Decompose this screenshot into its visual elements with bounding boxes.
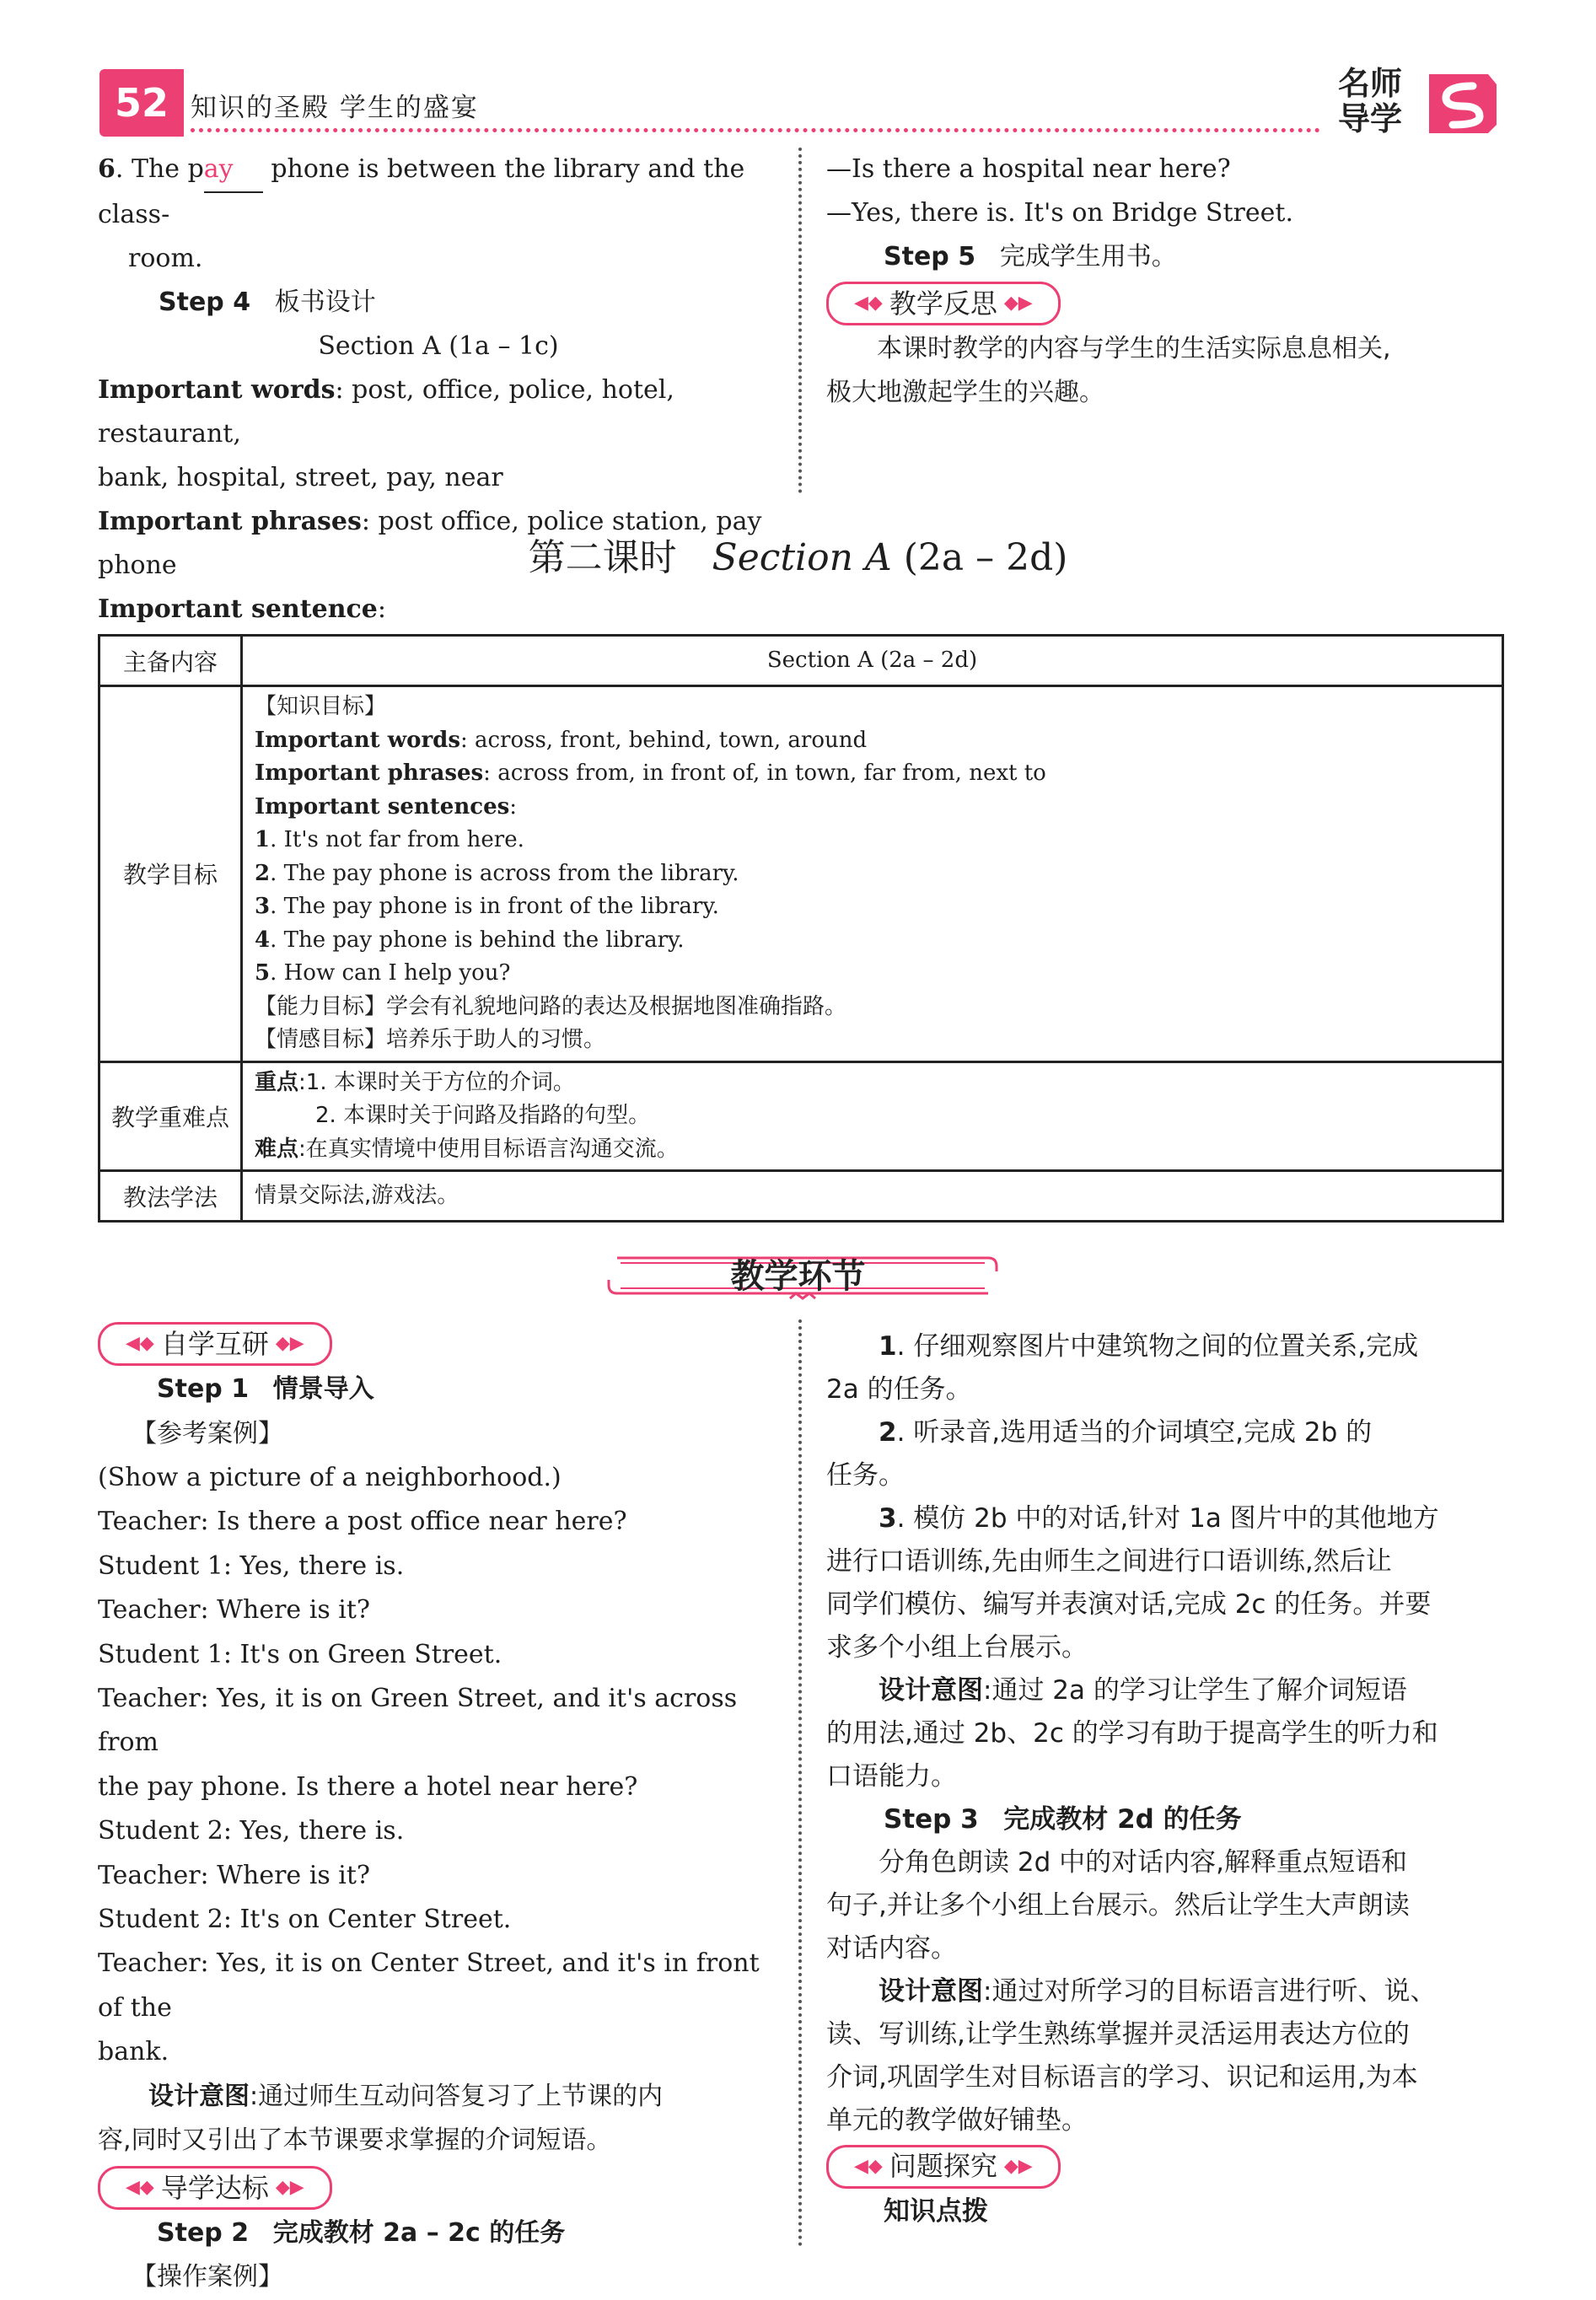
phrases-label: Important phrases bbox=[98, 507, 362, 536]
tag-right-arrow-icon: ◆▶ bbox=[1003, 293, 1033, 314]
goal-words-label: Important words bbox=[255, 727, 460, 753]
explore-tag bbox=[826, 2145, 1061, 2189]
step2-label: Step 2 bbox=[157, 2217, 250, 2248]
dialog-line-1: —Is there a hospital near here? bbox=[826, 154, 1231, 184]
step1-title: 情景导入 bbox=[272, 1374, 374, 1405]
step1-label: Step 1 bbox=[157, 1374, 250, 1405]
task-2 bbox=[826, 1411, 1501, 1454]
task-3-cont-3: 求多个小组上台展示。 bbox=[826, 1632, 1088, 1663]
intent-2a-label: 设计意图 bbox=[879, 1675, 983, 1706]
step2-heading bbox=[98, 2211, 779, 2255]
key-text-1: :1. 本课时关于方位的介词。 bbox=[298, 1069, 575, 1095]
dialog-line-6: the pay phone. Is there a hotel near here? bbox=[98, 1771, 638, 1802]
emotion-tag: 【情感目标】 bbox=[255, 1027, 387, 1052]
difficulty-point bbox=[255, 1133, 1490, 1167]
tag-right-arrow-icon: ◆▶ bbox=[275, 1333, 304, 1354]
step1-heading bbox=[98, 1368, 779, 1411]
q6-continuation: room. bbox=[128, 244, 203, 273]
ability-tag: 【能力目标】 bbox=[255, 993, 387, 1019]
tag-right-arrow-icon: ◆▶ bbox=[275, 2176, 304, 2198]
tag-left-arrow-icon: ◀◆ bbox=[854, 2156, 883, 2177]
row-content-goals bbox=[242, 686, 1503, 1062]
dialog-line-11: bank. bbox=[98, 2037, 169, 2067]
brand-name bbox=[1328, 66, 1412, 137]
key-label: 重点 bbox=[255, 1069, 299, 1095]
sentence-label: Important sentence bbox=[98, 594, 378, 624]
goal-words-text: : across, front, behind, town, around bbox=[459, 727, 868, 753]
intent-2d-label: 设计意图 bbox=[879, 1976, 983, 2007]
words-text: : post, office, police, hotel, restaurant, bbox=[98, 375, 674, 449]
goal-sentences bbox=[255, 791, 1490, 825]
guide-tag bbox=[98, 2166, 332, 2210]
step3-title: 完成教材 2d 的任务 bbox=[1003, 1804, 1242, 1835]
ability-goal bbox=[255, 991, 1490, 1024]
dialog-line-0: (Show a picture of a neighborhood.) bbox=[98, 1463, 562, 1493]
reflection-text-2: 极大地激起学生的兴趣。 bbox=[826, 378, 1104, 407]
row-label-methods: 教法学法 bbox=[99, 1171, 242, 1222]
q6-number: 6 bbox=[98, 154, 116, 184]
intent-2d-line-4: 单元的教学做好铺垫。 bbox=[826, 2105, 1088, 2136]
emotion-goal bbox=[255, 1024, 1490, 1057]
row-content-key-points bbox=[242, 1061, 1503, 1171]
top-right-column bbox=[826, 148, 1501, 415]
reflection-tag bbox=[826, 282, 1061, 325]
board-sentence bbox=[98, 588, 779, 631]
goal-sentence-4 bbox=[255, 924, 1490, 958]
sentence-1-number: 1 bbox=[255, 827, 271, 852]
goal-sentence-3 bbox=[255, 890, 1490, 924]
tag-left-arrow-icon: ◀◆ bbox=[126, 1333, 154, 1354]
knowledge-tag: 【知识目标】 bbox=[255, 694, 387, 719]
dialog-line-1: Teacher: Is there a post office near here? bbox=[98, 1507, 627, 1537]
q6-text-before: . The p bbox=[115, 154, 204, 184]
brand-line-1: 名师 bbox=[1337, 65, 1402, 102]
intent-text-1: :通过师生互动问答复习了上节课的内 bbox=[250, 2081, 664, 2111]
reflection-tag-label: 教学反思 bbox=[889, 288, 997, 320]
task-1-cont: 2a 的任务。 bbox=[826, 1374, 972, 1405]
board-heading: Section A (1a – 1c) bbox=[318, 331, 559, 361]
bottom-right-column bbox=[826, 1325, 1501, 2233]
lesson-title-range: (2a – 2d) bbox=[903, 536, 1068, 579]
sentence-2-number: 2 bbox=[255, 860, 271, 886]
table-row-goals bbox=[99, 686, 1503, 1062]
goal-phrases-label: Important phrases bbox=[255, 760, 484, 786]
intent-2d-line-2: 读、写训练,让学生熟练掌握并灵活运用表达方位的 bbox=[826, 2019, 1410, 2050]
step3-label: Step 3 bbox=[884, 1804, 979, 1835]
task-2-text-1: . 听录音,选用适当的介词填空,完成 2b 的 bbox=[896, 1417, 1373, 1448]
dialog-line-10: Teacher: Yes, it is on Center Street, and it's in front of the bbox=[98, 1948, 760, 2023]
task-1-number: 1 bbox=[879, 1331, 897, 1362]
page-slogan: 知识的圣殿 学生的盛宴 bbox=[191, 93, 479, 123]
step3-text-1: 分角色朗读 2d 中的对话内容,解释重点短语和 bbox=[879, 1847, 1407, 1878]
tag-left-arrow-icon: ◀◆ bbox=[854, 293, 883, 314]
dialog-line-3: Teacher: Where is it? bbox=[98, 1595, 370, 1626]
row-label-main: 主备内容 bbox=[99, 636, 242, 686]
intent-2a-line-3: 口语能力。 bbox=[826, 1761, 957, 1792]
q6-text-after: phone is between the library and the class- bbox=[98, 154, 745, 229]
task-3-text-1: . 模仿 2b 中的对话,针对 1a 图片中的其他地方 bbox=[896, 1503, 1439, 1534]
goal-sentences-colon: : bbox=[509, 793, 518, 820]
intent-paragraph-1 bbox=[98, 2075, 779, 2119]
dialog-line-5: Teacher: Yes, it is on Green Street, and it's across from bbox=[98, 1684, 738, 1758]
intent-2a-line-1 bbox=[826, 1669, 1501, 1712]
sentence-3-text: . The pay phone is in front of the library. bbox=[270, 894, 719, 919]
page-number: 52 bbox=[99, 69, 184, 137]
task-1-text-1: . 仔细观察图片中建筑物之间的位置关系,完成 bbox=[896, 1331, 1419, 1362]
dialog-line-8: Teacher: Where is it? bbox=[98, 1860, 370, 1890]
goal-sentence-5 bbox=[255, 957, 1490, 991]
task-3-number: 3 bbox=[879, 1503, 897, 1534]
reflection-text-1: 本课时教学的内容与学生的生活实际息息相关, bbox=[877, 334, 1391, 363]
dialog-line-2: Student 1: Yes, there is. bbox=[98, 1550, 405, 1581]
step4-label: Step 4 bbox=[159, 288, 251, 317]
lesson-title-en: Section A bbox=[712, 536, 892, 579]
intent-2d-text-1: :通过对所学习的目标语言进行听、说、 bbox=[983, 1976, 1437, 2007]
tag-left-arrow-icon: ◀◆ bbox=[126, 2176, 154, 2198]
sentence-4-text: . The pay phone is behind the library. bbox=[270, 927, 685, 953]
intent-2a-line-2: 的用法,通过 2b、2c 的学习有助于提高学生的听力和 bbox=[826, 1718, 1438, 1749]
goal-sentence-1 bbox=[255, 824, 1490, 857]
sentence-4-number: 4 bbox=[255, 927, 271, 953]
step5-title: 完成学生用书。 bbox=[999, 242, 1177, 271]
step5-label: Step 5 bbox=[884, 242, 976, 271]
step2-title: 完成教材 2a – 2c 的任务 bbox=[272, 2217, 566, 2248]
brand-line-2: 导学 bbox=[1337, 100, 1402, 137]
knowledge-tips: 知识点拨 bbox=[884, 2195, 988, 2227]
dialog-line-7: Student 2: Yes, there is. bbox=[98, 1816, 405, 1846]
sentence-5-text: . How can I help you? bbox=[270, 960, 511, 986]
lesson-title bbox=[0, 527, 1596, 581]
guide-tag-label: 导学达标 bbox=[160, 2171, 269, 2204]
lesson-plan-table bbox=[98, 634, 1504, 1223]
difficulty-text: :在真实情境中使用目标语言沟通交流。 bbox=[298, 1136, 679, 1162]
dialog-line-4: Student 1: It's on Green Street. bbox=[98, 1639, 502, 1669]
step3-text-3: 对话内容。 bbox=[826, 1933, 957, 1964]
tag-right-arrow-icon: ◆▶ bbox=[1003, 2156, 1033, 2177]
sentence-1-text: . It's not far from here. bbox=[270, 827, 524, 852]
top-column-divider bbox=[798, 148, 802, 493]
board-words bbox=[98, 368, 779, 456]
goal-sentences-label: Important sentences bbox=[255, 793, 510, 820]
row-label-goals: 教学目标 bbox=[99, 686, 242, 1062]
header-divider bbox=[191, 128, 1320, 132]
dialog-line-2: —Yes, there is. It's on Bridge Street. bbox=[826, 198, 1293, 228]
self-study-tag bbox=[98, 1322, 332, 1366]
phrases-text: : post office, police station, pay phone bbox=[98, 507, 762, 580]
key-point-1 bbox=[255, 1067, 1490, 1100]
bottom-column-divider bbox=[798, 1319, 802, 2247]
intent-paragraph-2: 容,同时又引出了本节课要求掌握的介词短语。 bbox=[98, 2125, 612, 2156]
step5-heading bbox=[826, 235, 1501, 279]
intent-label: 设计意图 bbox=[148, 2081, 250, 2111]
operation-tag: 【操作案例】 bbox=[132, 2262, 283, 2292]
sentence-3-number: 3 bbox=[255, 894, 271, 919]
goal-phrases-text: : across from, in front of, in town, far from, next to bbox=[483, 760, 1046, 786]
lesson-title-cn: 第二课时 bbox=[528, 536, 677, 579]
ability-text: 学会有礼貌地问路的表达及根据地图准确指路。 bbox=[386, 993, 847, 1019]
task-3 bbox=[826, 1497, 1501, 1540]
sentence-5-number: 5 bbox=[255, 960, 271, 986]
goal-words bbox=[255, 724, 1490, 758]
task-3-cont-1: 进行口语训练,先由师生之间进行口语训练,然后让 bbox=[826, 1546, 1392, 1577]
step3-text-2: 句子,并让多个小组上台展示。然后让学生大声朗读 bbox=[826, 1890, 1410, 1921]
key-point-2: 2. 本课时关于问路及指路的句型。 bbox=[315, 1103, 651, 1128]
row-label-key-points: 教学重难点 bbox=[99, 1061, 242, 1171]
self-study-tag-label: 自学互研 bbox=[160, 1328, 269, 1360]
sentence-colon: : bbox=[377, 594, 386, 624]
task-2-cont: 任务。 bbox=[826, 1460, 905, 1491]
task-2-number: 2 bbox=[879, 1417, 897, 1448]
intent-2d-line-1 bbox=[826, 1970, 1501, 2013]
row-content-methods: 情景交际法,游戏法。 bbox=[242, 1171, 1503, 1222]
goal-sentence-2 bbox=[255, 857, 1490, 891]
sentence-2-text: . The pay phone is across from the library. bbox=[270, 860, 739, 886]
step3-heading bbox=[826, 1798, 1501, 1841]
task-1 bbox=[826, 1325, 1501, 1368]
intent-2a-text-1: :通过 2a 的学习让学生了解介词短语 bbox=[983, 1675, 1407, 1706]
difficulty-label: 难点 bbox=[255, 1136, 299, 1162]
question-6 bbox=[98, 148, 779, 237]
section-banner-title: 教学环节 bbox=[730, 1257, 866, 1296]
table-row-methods bbox=[99, 1171, 1503, 1222]
row-content-main: Section A (2a – 2d) bbox=[242, 636, 1503, 686]
table-row-main bbox=[99, 636, 1503, 686]
words-label: Important words bbox=[98, 375, 336, 405]
goal-phrases bbox=[255, 757, 1490, 791]
board-words-cont: bank, hospital, street, pay, near bbox=[98, 463, 503, 492]
table-row-key-points bbox=[99, 1061, 1503, 1171]
dialog-line-9: Student 2: It's on Center Street. bbox=[98, 1905, 512, 1935]
intent-2d-line-3: 介词,巩固学生对目标语言的学习、识记和运用,为本 bbox=[826, 2062, 1418, 2093]
q6-answer: ay bbox=[204, 148, 263, 193]
bottom-left-column bbox=[98, 1319, 779, 2300]
brand-logo-icon bbox=[1421, 66, 1505, 138]
step4-title: 板书设计 bbox=[274, 288, 376, 317]
emotion-text: 培养乐于助人的习惯。 bbox=[386, 1027, 606, 1052]
reference-tag: 【参考案例】 bbox=[132, 1418, 283, 1448]
task-3-cont-2: 同学们模仿、编写并表演对话,完成 2c 的任务。并要 bbox=[826, 1589, 1432, 1620]
step4-heading bbox=[98, 281, 779, 325]
explore-tag-label: 问题探究 bbox=[889, 2150, 997, 2182]
